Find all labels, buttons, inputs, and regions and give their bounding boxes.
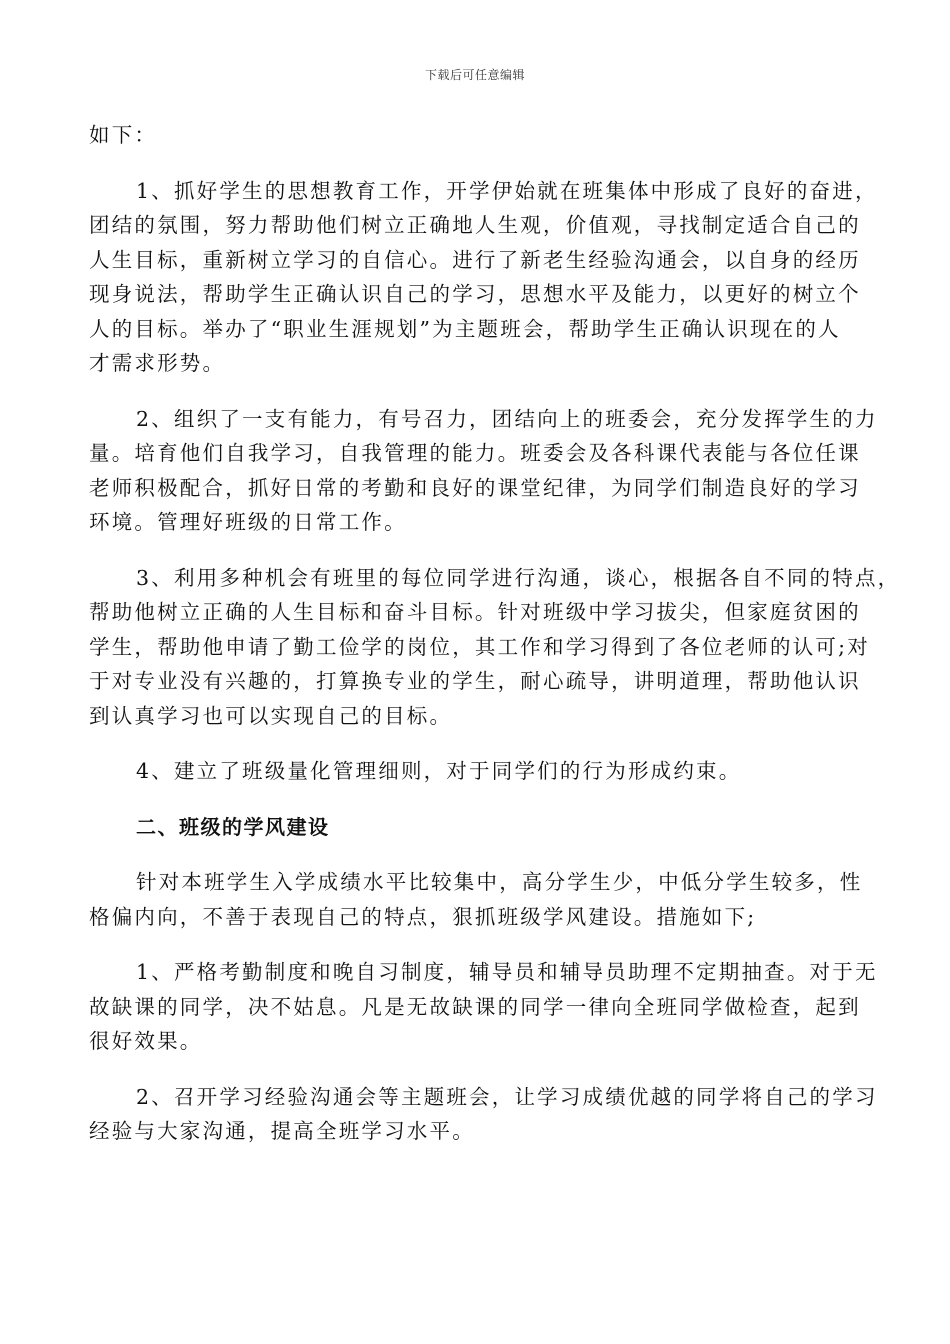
- page-header-note: 下载后可任意编辑: [424, 68, 525, 82]
- text-line: 到认真学习也可以实现自己的目标。: [89, 703, 453, 728]
- text-line: 故缺课的同学，决不姑息。凡是无故缺课的同学一律向全班同学做检查，起到: [89, 994, 861, 1019]
- text-line: 现身说法，帮助学生正确认识自己的学习，思想水平及能力，以更好的树立个: [89, 282, 861, 306]
- paragraph-3: [89, 561, 901, 734]
- text-line: 针对本班学生入学成绩水平比较集中，高分学生少，中低分学生较多，性: [136, 870, 863, 894]
- text-line: 如下：: [89, 123, 158, 147]
- text-line: 格偏内向，不善于表现自己的特点，狠抓班级学风建设。措施如下;: [89, 904, 757, 929]
- text-line: 3、利用多种机会有班里的每位同学进行沟通，谈心，根据各自不同的特点，: [136, 565, 901, 590]
- paragraph-4: [89, 754, 859, 789]
- text-line: 量。培育他们自我学习，自我管理的能力。班委会及各科课代表能与各位任课: [89, 441, 861, 465]
- text-line: 2、组织了一支有能力，有号召力，团结向上的班委会，充分发挥学生的力: [136, 406, 878, 431]
- text-line: 老师积极配合，抓好日常的考勤和良好的课堂纪律，为同学们制造良好的学习: [89, 475, 861, 500]
- section-heading: 二、班级的学风建设: [136, 814, 330, 839]
- paragraph-6: [89, 955, 878, 1059]
- text-line: 4、建立了班级量化管理细则，对于同学们的行为形成约束。: [136, 759, 742, 783]
- text-line: 2、召开学习经验沟通会等主题班会，让学习成绩优越的同学将自己的学习: [136, 1084, 878, 1109]
- paragraph-2: [89, 402, 878, 540]
- text-line: 人的目标。举办了“职业生涯规划”为主题班会，帮助学生正确认识现在的人: [89, 316, 841, 341]
- text-line: 团结的氛围，努力帮助他们树立正确地人生观，价值观，寻找制定适合自己的: [89, 213, 861, 237]
- paragraph-1: [89, 174, 878, 381]
- text-line: 帮助他树立正确的人生目标和奋斗目标。针对班级中学习拔尖，但家庭贫困的: [89, 600, 861, 624]
- text-line: 学生，帮助他申请了勤工俭学的岗位，其工作和学习得到了各位老师的认可;对: [89, 634, 870, 659]
- text-line: 1、严格考勤制度和晚自习制度，辅导员和辅导员助理不定期抽查。对于无: [136, 960, 878, 984]
- intro-paragraph: [89, 118, 859, 153]
- text-line: 才需求形势。: [89, 351, 226, 375]
- text-line: 很好效果。: [89, 1029, 203, 1053]
- paragraph-7: [89, 1080, 878, 1149]
- document-body: [89, 118, 901, 1170]
- text-line: 人生目标，重新树立学习的自信心。进行了新老生经验沟通会，以自身的经历: [89, 247, 861, 272]
- text-line: 1、抓好学生的思想教育工作，开学伊始就在班集体中形成了良好的奋进，: [136, 178, 878, 203]
- paragraph-5: [89, 865, 863, 934]
- text-line: 环境。管理好班级的日常工作。: [89, 510, 407, 534]
- text-line: 于对专业没有兴趣的，打算换专业的学生，耐心疏导，讲明道理，帮助他认识: [89, 669, 861, 693]
- text-line: 经验与大家沟通，提高全班学习水平。: [89, 1119, 475, 1143]
